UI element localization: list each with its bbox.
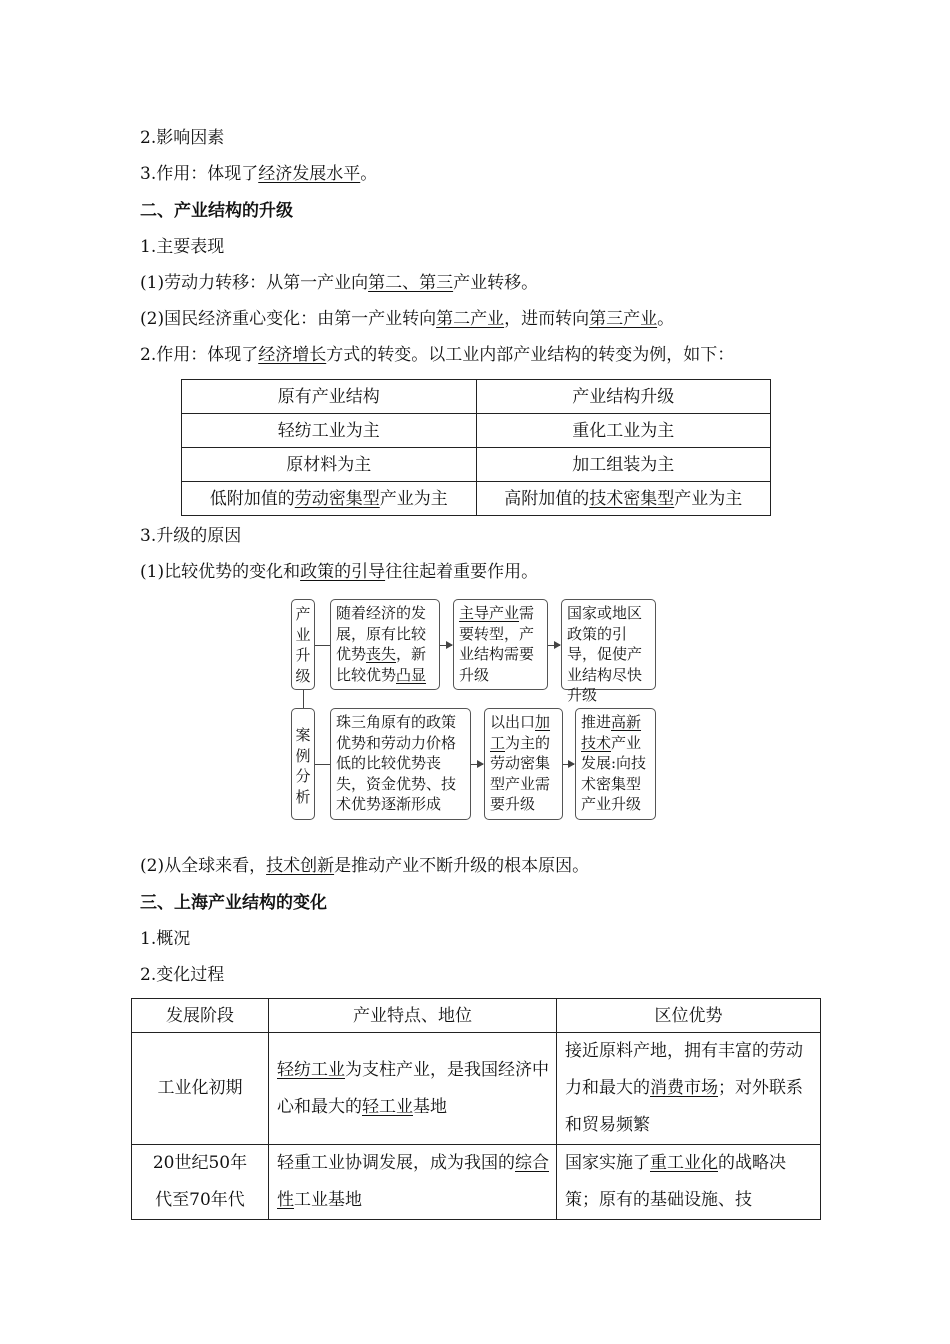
table-cell-advantage: 接近原料产地，拥有丰富的劳动力和最大的消费市场；对外联系和贸易频繁 <box>557 1033 821 1145</box>
table-row <box>182 482 771 516</box>
table-cell: 高附加值的技术密集型产业为主 <box>476 482 771 516</box>
diagram-box-pearl-river-delta: 珠三角原有的政策优势和劳动力价格低的比较优势丧失，资金优势、技术优势逐渐形成 <box>330 708 471 820</box>
section-item-main-manifest: 1.主要表现 <box>140 237 225 257</box>
diagram-box-high-tech: 推进高新技术产业发展:向技术密集型产业升级 <box>575 708 656 820</box>
diagram-box-policy-guidance: 国家或地区政策的引导，促使产业结构尽快升级 <box>561 599 656 690</box>
table-cell: 低附加值的劳动密集型产业为主 <box>182 482 477 516</box>
diagram-box-export-processing: 以出口加工为主的劳动密集型产业需要升级 <box>484 708 563 820</box>
flow-arrow <box>548 645 560 646</box>
table-row <box>132 1033 821 1145</box>
table-cell-advantage: 国家实施了重工业化的战略决策；原有的基础设施、技 <box>557 1145 821 1220</box>
paragraph-tech-innovation: (2)从全球来看，技术创新是推动产业不断升级的根本原因。 <box>140 856 590 876</box>
table-row <box>132 1145 821 1220</box>
connector-line <box>315 645 330 646</box>
paragraph-policy-guidance: (1)比较优势的变化和政策的引导往往起着重要作用。 <box>140 562 539 582</box>
shanghai-development-table <box>131 998 821 1220</box>
table-header-cell: 区位优势 <box>557 999 821 1033</box>
connector-line <box>315 764 330 765</box>
table-cell: 加工组装为主 <box>476 448 771 482</box>
table-header-cell: 发展阶段 <box>132 999 269 1033</box>
table-cell-feature: 轻纺工业为支柱产业，是我国经济中心和最大的轻工业基地 <box>269 1033 557 1145</box>
table-row <box>182 380 771 414</box>
section-item-change-process: 2.变化过程 <box>140 965 225 985</box>
table-cell: 重化工业为主 <box>476 414 771 448</box>
paragraph-upgrade-function: 2.作用：体现了经济增长方式的转变。以工业内部产业结构的转变为例，如下： <box>140 345 735 365</box>
flow-arrow <box>440 645 452 646</box>
table-header-cell: 原有产业结构 <box>182 380 477 414</box>
diagram-box-comparative-advantage: 随着经济的发展，原有比较优势丧失，新比较优势凸显 <box>330 599 440 690</box>
paragraph-economic-center: (2)国民经济重心变化：由第一产业转向第二产业，进而转向第三产业。 <box>140 309 675 329</box>
table-header-cell: 产业结构升级 <box>476 380 771 414</box>
table-row <box>182 414 771 448</box>
diagram-label-upgrade: 产业升级 <box>291 599 315 690</box>
table-row <box>132 999 821 1033</box>
table-row <box>182 448 771 482</box>
heading-industry-upgrade: 二、产业结构的升级 <box>140 201 293 221</box>
section-item-function: 3.作用：体现了经济发展水平。 <box>140 164 378 184</box>
table-cell-feature: 轻重工业协调发展，成为我国的综合性工业基地 <box>269 1145 557 1220</box>
table-cell: 原材料为主 <box>182 448 477 482</box>
table-header-cell: 产业特点、地位 <box>269 999 557 1033</box>
table-cell: 轻纺工业为主 <box>182 414 477 448</box>
connector-line <box>303 690 304 708</box>
table-cell-stage: 工业化初期 <box>132 1033 269 1145</box>
diagram-label-case-study: 案例分析 <box>291 708 315 820</box>
flow-arrow <box>563 764 574 765</box>
flow-arrow <box>471 764 483 765</box>
paragraph-labor-transfer: (1)劳动力转移：从第一产业向第二、第三产业转移。 <box>140 273 539 293</box>
diagram-box-leading-industry: 主导产业需要转型，产业结构需要升级 <box>453 599 548 690</box>
section-item-upgrade-reason: 3.升级的原因 <box>140 526 242 546</box>
section-item-overview: 1.概况 <box>140 929 191 949</box>
industry-structure-table <box>181 379 771 516</box>
heading-shanghai-changes: 三、上海产业结构的变化 <box>140 893 327 913</box>
section-item-influence: 2.影响因素 <box>140 128 225 148</box>
table-cell-stage: 20世纪50年代至70年代 <box>132 1145 269 1220</box>
